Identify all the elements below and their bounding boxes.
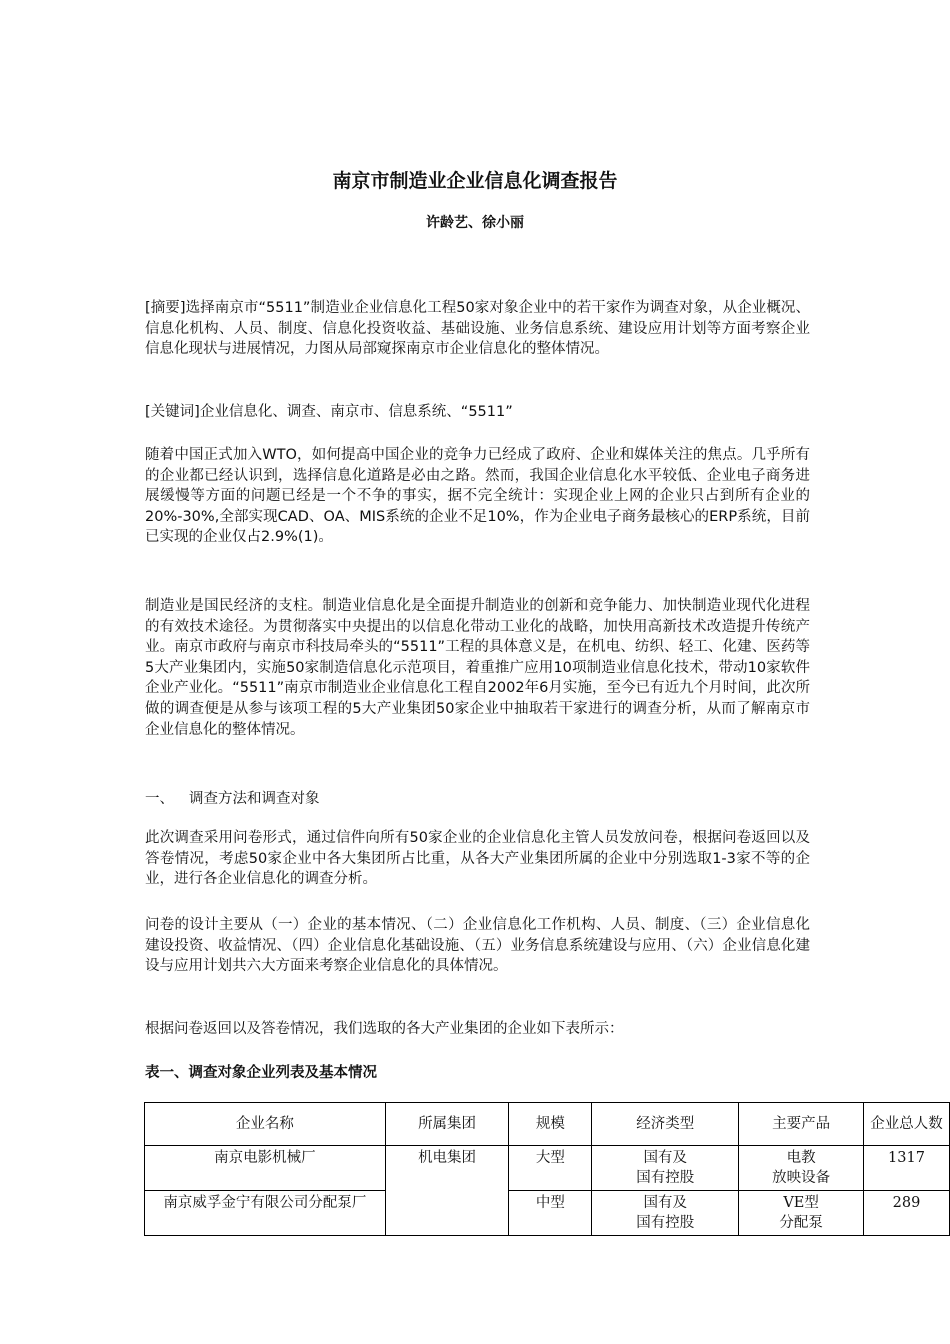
section-heading bbox=[145, 787, 320, 808]
abstract-paragraph: [摘要]选择南京市“5511”制造业企业信息化工程50家对象企业中的若干家作为调查对象，从企业概况、信息化机构、人员、制度、信息化投资收益、基础设施、业务信息系统、建设应用计划等方面考察企业信息化现状与进展情况，力图从局部窥探南京市企业信息化的整体情况。 bbox=[145, 300, 810, 358]
scale-cell: 大型 bbox=[509, 1146, 592, 1191]
table-row bbox=[145, 1146, 950, 1191]
enterprise-table bbox=[144, 1102, 950, 1236]
header-cell: 企业总人数 bbox=[864, 1103, 950, 1146]
enterprise-name-cell: 南京威孚金宁有限公司分配泵厂 bbox=[145, 1191, 386, 1236]
table-caption: 表一、调查对象企业列表及基本情况 bbox=[145, 1065, 377, 1081]
product-cell: 电教 放映设备 bbox=[739, 1146, 864, 1191]
section-number: 一、 bbox=[145, 791, 174, 807]
econ-type-cell: 国有及 国有控股 bbox=[592, 1146, 739, 1191]
manufacturing-paragraph: 制造业是国民经济的支柱。制造业信息化是全面提升制造业的创新和竞争能力、加快制造业现代化进程的有效技术途径。为贯彻落实中央提出的以信息化带动工业化的战略，加快用高新技术改造提升传统产业。南京市政府与南京市科技局牵头的“5511”工程的具体意义是，在机电、纺织、轻工、化建、医药等5大产业集团内，实施50家制造信息化示范项目，着重推广应用10项制造业信息化技术，带动10家软件企业产业化。“5511”南京市制造业企业信息化工程自2002年6月实施，至今已有近九个月时间，此次所做的调查便是从参与该项工程的5大产业集团50家企业中抽取若干家进行的调查分析，从而了解南京市企业信息化的整体情况。 bbox=[145, 598, 810, 738]
selection-paragraph: 根据问卷返回以及答卷情况，我们选取的各大产业集团的企业如下表所示： bbox=[145, 1021, 624, 1037]
report-title: 南京市制造业企业信息化调查报告 bbox=[332, 170, 618, 192]
product-cell: VE型 分配泵 bbox=[739, 1191, 864, 1236]
header-cell: 主要产品 bbox=[739, 1103, 864, 1146]
method-paragraph: 此次调查采用问卷形式，通过信件向所有50家企业的企业信息化主管人员发放问卷，根据问卷返回以及答卷情况，考虑50家企业中各大集团所占比重，从各大产业集团所属的企业中分别选取1-3家不等的企业，进行各企业信息化的调查分析。 bbox=[145, 830, 810, 888]
report-authors: 许龄艺、徐小丽 bbox=[426, 215, 524, 231]
scale-cell: 中型 bbox=[509, 1191, 592, 1236]
staff-cell: 289 bbox=[864, 1191, 950, 1236]
intro-paragraph: 随着中国正式加入WTO，如何提高中国企业的竞争力已经成了政府、企业和媒体关注的焦点。几乎所有的企业都已经认识到，选择信息化道路是必由之路。然而，我国企业信息化水平较低、企业电子商务进展缓慢等方面的问题已经是一个不争的事实，据不完全统计：实现企业上网的企业只占到所有企业的20%-30%,全部实现CAD、OA、MIS系统的企业不足10%，作为企业电子商务最核心的ERP系统，目前已实现的企业仅占2.9%(1)。 bbox=[145, 447, 810, 546]
header-cell: 规模 bbox=[509, 1103, 592, 1146]
table-header-row bbox=[145, 1103, 950, 1146]
section-title: 调查方法和调查对象 bbox=[189, 791, 320, 807]
table-row bbox=[145, 1191, 950, 1236]
header-cell: 企业名称 bbox=[145, 1103, 386, 1146]
enterprise-name-cell: 南京电影机械厂 bbox=[145, 1146, 386, 1191]
econ-type-cell: 国有及 国有控股 bbox=[592, 1191, 739, 1236]
questionnaire-paragraph: 问卷的设计主要从（一）企业的基本情况、（二）企业信息化工作机构、人员、制度、（三）企业信息化建设投资、收益情况、（四）企业信息化基础设施、（五）业务信息系统建设与应用、（六）企业信息化建设与应用计划共六大方面来考察企业信息化的具体情况。 bbox=[145, 917, 810, 975]
header-cell: 经济类型 bbox=[592, 1103, 739, 1146]
group-cell: 机电集团 bbox=[385, 1146, 509, 1236]
header-cell: 所属集团 bbox=[385, 1103, 509, 1146]
keywords-paragraph: [关键词]企业信息化、调查、南京市、信息系统、“5511” bbox=[145, 404, 513, 420]
staff-cell: 1317 bbox=[864, 1146, 950, 1191]
